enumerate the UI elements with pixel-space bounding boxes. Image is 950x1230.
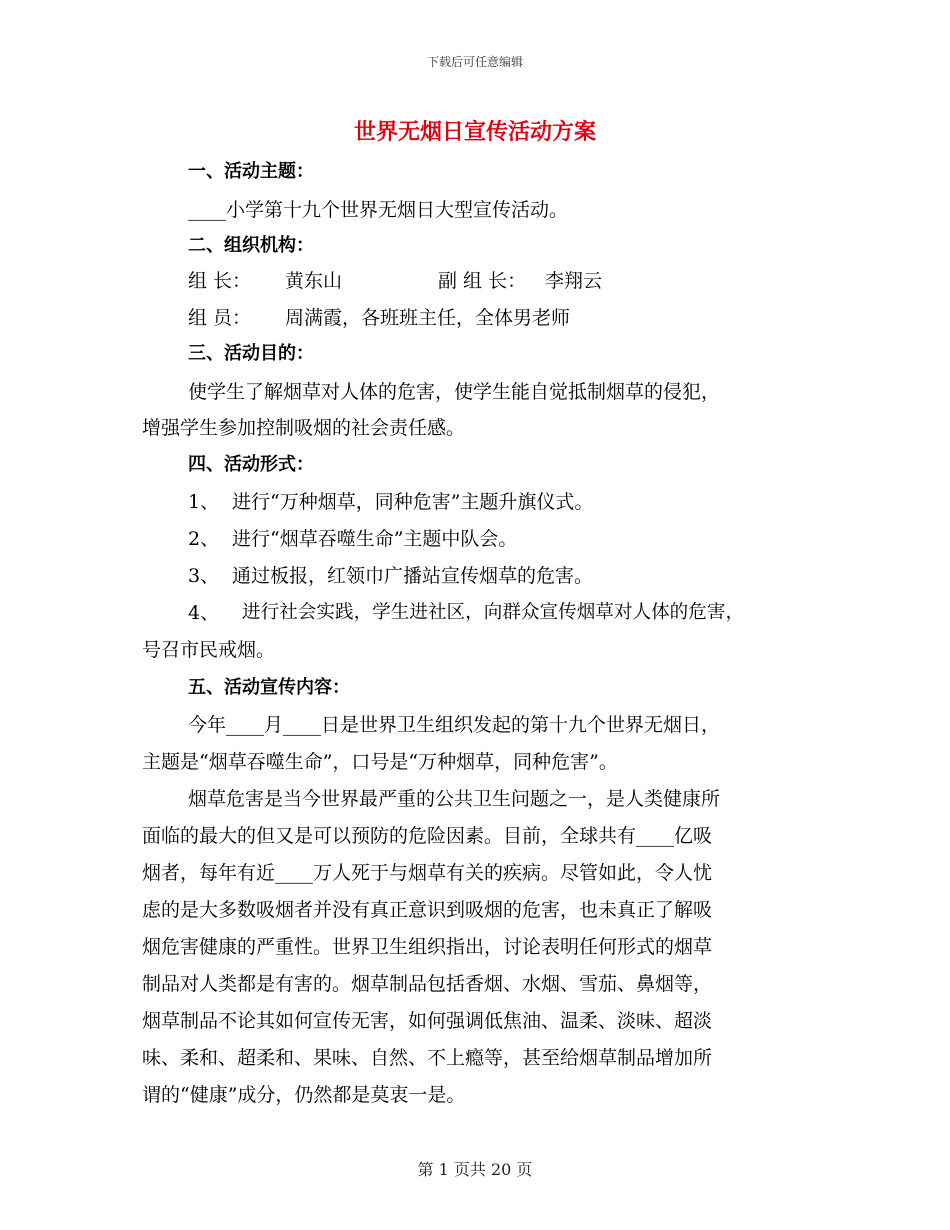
vice-leader-name: 李翔云 [545,270,603,292]
section-1-body: ____小学第十九个世界无烟日大型宣传活动。 [188,199,569,221]
leader-name: 黄东山 [285,270,343,292]
leader-label: 组 长： [188,270,252,292]
form-item-3-text: 通过板报，红领巾广播站宣传烟草的危害。 [232,565,594,587]
member-label: 组 员： [188,307,252,329]
document-title: 世界无烟日宣传活动方案 [353,120,596,145]
purpose-line-2: 增强学生参加控制吸烟的社会责任感。 [142,417,466,439]
form-item-2-number: 2、 [188,528,220,550]
form-item-4-text: 进行社会实践，学生进社区，向群众宣传烟草对人体的危害， [242,602,745,623]
section-4-heading: 四、活动形式： [188,454,314,475]
content-p1-line-2: 主题是“烟草吞噬生命”，口号是“万种烟草，同种危害”。 [142,751,618,773]
form-item-4-line-2: 号召市民戒烟。 [142,639,276,661]
form-item-2-text: 进行“烟草吞噬生命”主题中队会。 [232,528,518,550]
vice-leader-label: 副 组 长： [438,270,527,292]
form-item-4-number: 4、 [188,602,220,624]
content-p2-line-1: 烟草危害是当今世界最严重的公共卫生问题之一，是人类健康所 [188,788,721,810]
content-p2-line-9: 谓的“健康”成分，仍然都是莫衷一是。 [142,1084,466,1106]
content-p1-line-1: 今年____月____日是世界卫生组织发起的第十九个世界无烟日， [188,714,721,736]
section-2-heading: 二、组织机构： [188,235,314,256]
content-p2-line-3: 烟者，每年有近____万人死于与烟草有关的疾病。尽管如此，令人忧 [142,862,713,884]
content-p2-line-7: 烟草制品不论其如何宣传无害，如何强调低焦油、温柔、淡味、超淡 [142,1010,713,1032]
content-p2-line-6: 制品对人类都是有害的。烟草制品包括香烟、水烟、雪茄、鼻烟等， [142,973,713,995]
form-item-1-number: 1、 [188,491,220,513]
form-item-1-text: 进行“万种烟草，同种危害”主题升旗仪式。 [232,491,594,513]
section-3-heading: 三、活动目的： [188,343,314,364]
content-p2-line-8: 味、柔和、超柔和、果味、自然、不上瘾等，甚至给烟草制品增加所 [142,1047,713,1069]
form-item-3-number: 3、 [188,565,220,587]
member-names: 周满霞，各班班主任，全体男老师 [285,307,571,329]
section-5-heading: 五、活动宣传内容： [188,677,350,698]
purpose-line-1: 使学生了解烟草对人体的危害，使学生能自觉抵制烟草的侵犯， [188,381,721,403]
section-1-heading: 一、活动主题： [188,161,314,182]
header-note: 下载后可任意编辑 [426,55,523,69]
content-p2-line-2: 面临的最大的但又是可以预防的危险因素。目前，全球共有____亿吸 [142,825,713,847]
content-p2-line-4: 虑的是大多数吸烟者并没有真正意识到吸烟的危害，也未真正了解吸 [142,899,713,921]
page-footer: 第 1 页共 20 页 [417,1160,533,1179]
content-p2-line-5: 烟危害健康的严重性。世界卫生组织指出，讨论表明任何形式的烟草 [142,936,713,958]
